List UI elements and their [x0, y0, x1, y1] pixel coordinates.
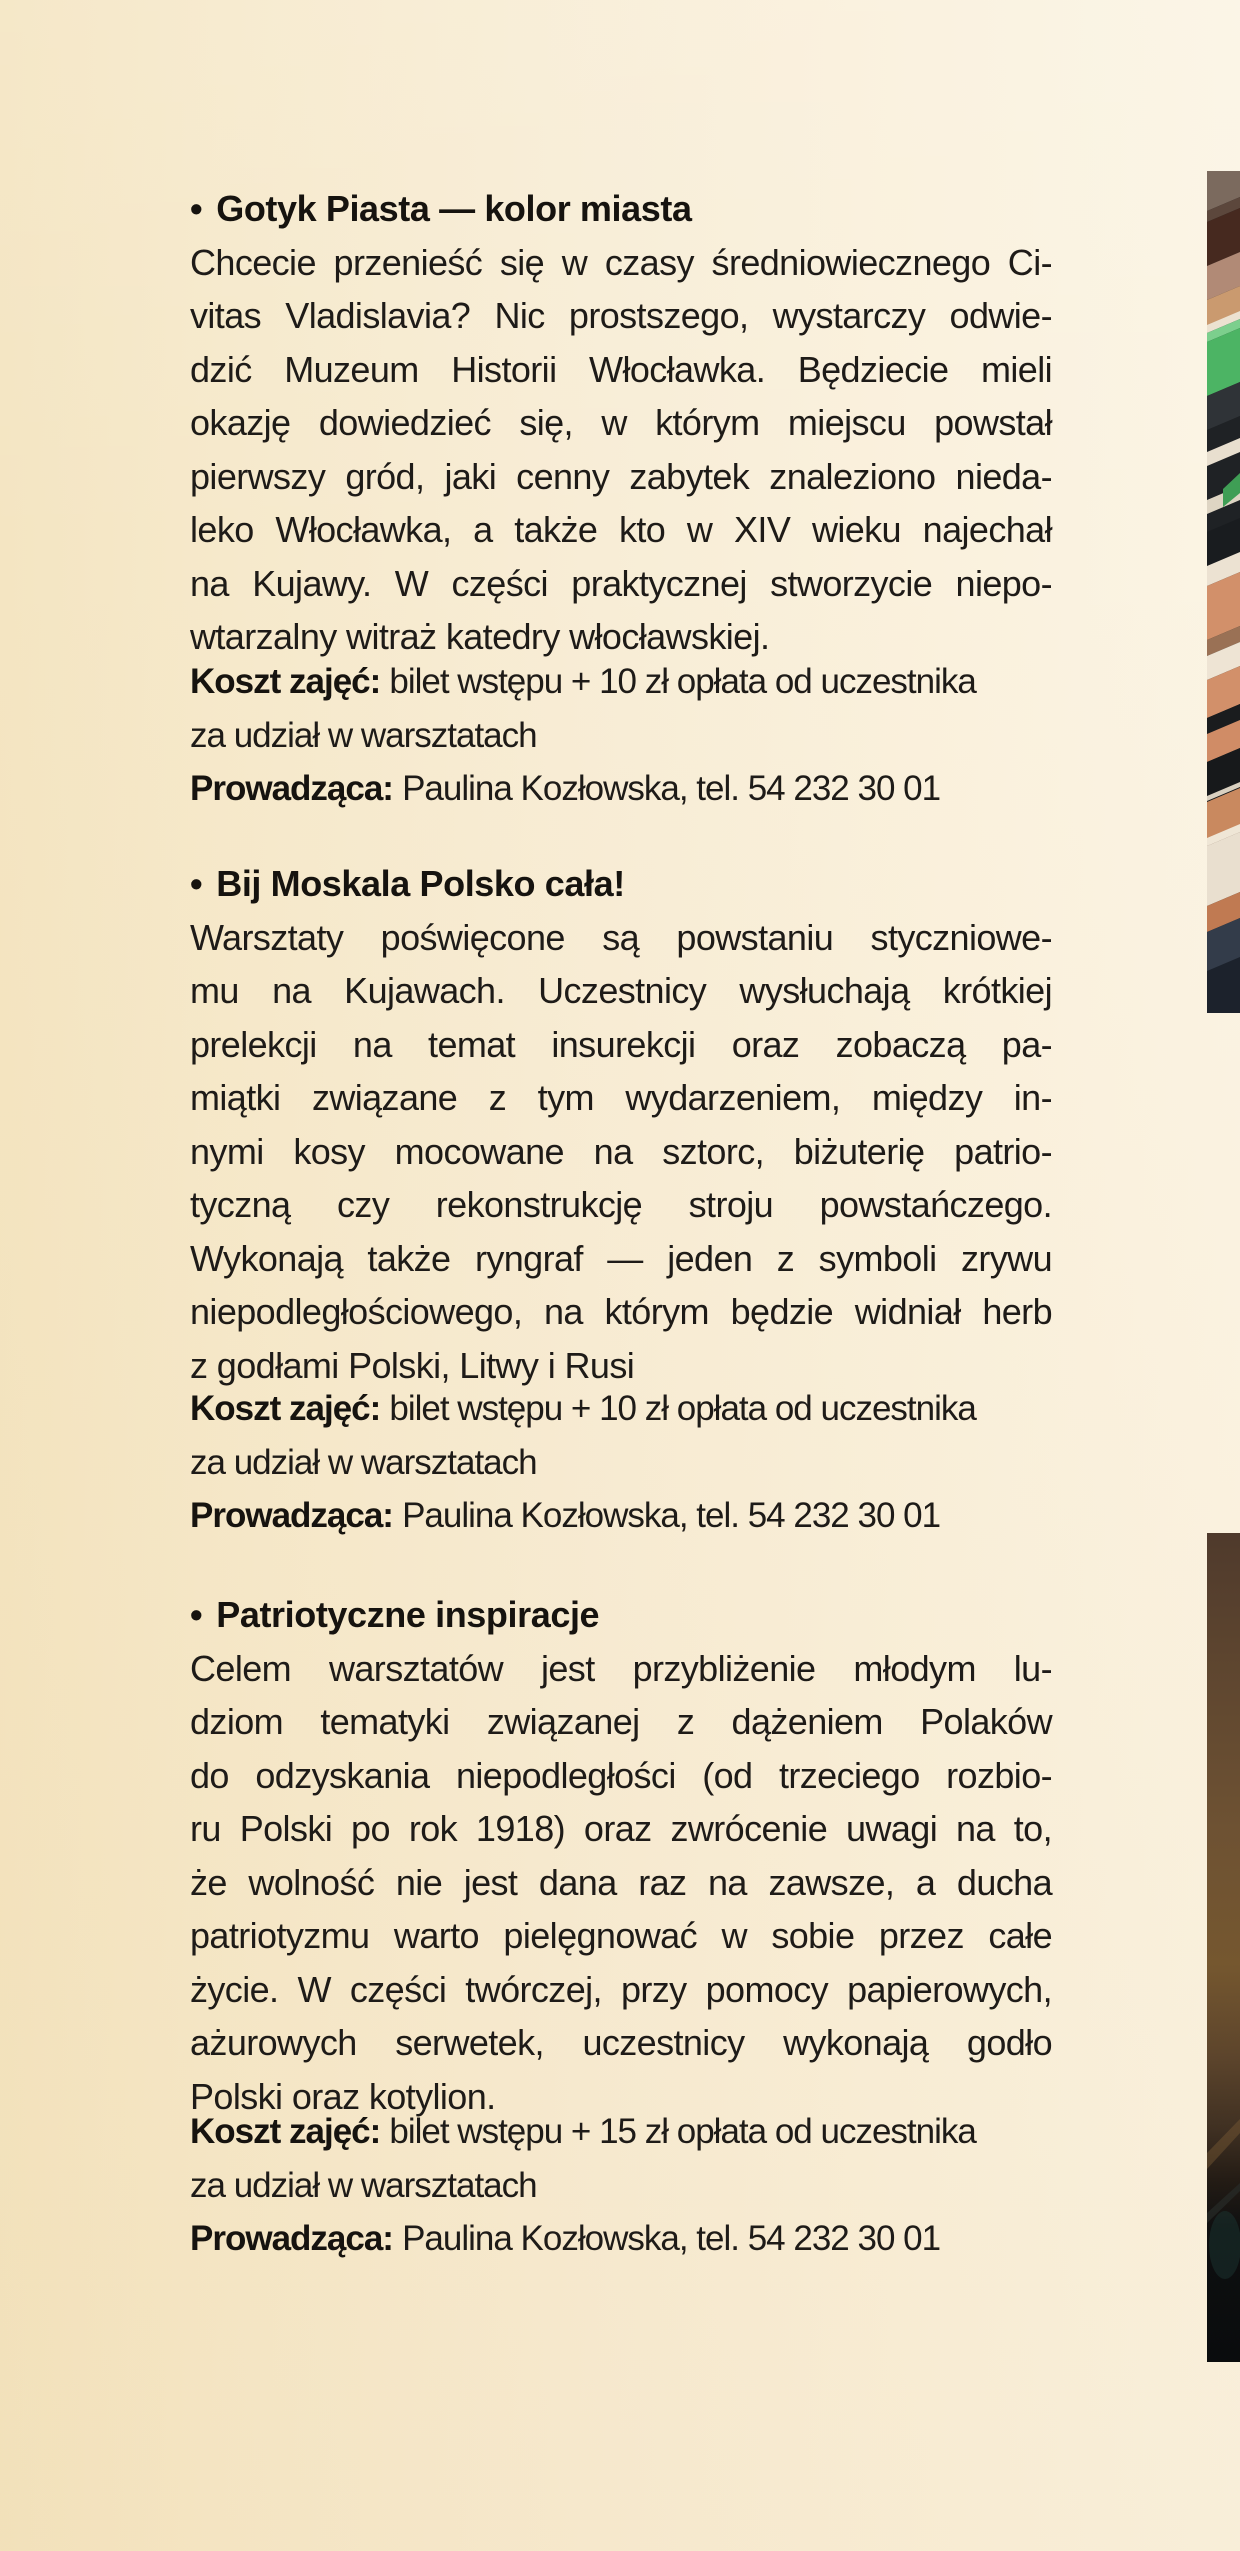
bullet-marker: • — [190, 188, 203, 229]
body-line: prelekcji na temat insurekcji oraz zobaczą pa- — [190, 1023, 1052, 1065]
leader-label: Prowadząca: — [190, 2219, 393, 2258]
cost-text: bilet wstępu + 10 zł opłata od uczestnika — [389, 662, 976, 701]
leader-label: Prowadząca: — [190, 769, 393, 808]
cost-line-2: za udział w warsztatach — [190, 2165, 537, 2205]
body-line: nymi kosy mocowane na sztorc, biżuterię patrio- — [190, 1130, 1052, 1172]
body-line: dzić Muzeum Historii Włocławka. Będziecie mieli — [190, 348, 1052, 390]
cost-line — [190, 2105, 1052, 2159]
leader-line — [190, 1489, 1052, 1543]
body-line: miątki związane z tym wydarzeniem, między in- — [190, 1077, 1052, 1118]
body-line: mu na Kujawach. Uczestnicy wysłuchają krótkiej — [190, 970, 1052, 1011]
craft-materials-photo-sliver — [1207, 171, 1240, 1013]
body-line: wtarzalny witraż katedry włocławskiej. — [190, 616, 770, 657]
wooden-table-photo-sliver — [1207, 1533, 1240, 2362]
cost-line — [190, 655, 1052, 709]
body-line: Wykonają także ryngraf — jeden z symboli zrywu — [190, 1237, 1052, 1279]
cost-label: Koszt zajęć: — [190, 2112, 381, 2151]
cost-label: Koszt zajęć: — [190, 1389, 381, 1428]
body-line: vitas Vladislavia? Nic prostszego, wystarczy odwie- — [190, 295, 1052, 336]
leader-text: Paulina Kozłowska, tel. 54 232 30 01 — [402, 1496, 941, 1535]
section-heading — [190, 1588, 1052, 1642]
body-line: życie. W części twórczej, przy pomocy papierowych, — [190, 1968, 1052, 2010]
body-line: pierwszy gród, jaki cenny zabytek znaleziono nieda- — [190, 455, 1052, 497]
body-line: Warsztaty poświęcone są powstaniu styczniowe- — [190, 916, 1052, 958]
section-body — [190, 911, 1052, 1393]
leader-label: Prowadząca: — [190, 1496, 393, 1535]
leader-text: Paulina Kozłowska, tel. 54 232 30 01 — [402, 2219, 941, 2258]
section-patriotyczne-inspiracje — [190, 1588, 1052, 2123]
craft-photo-graphic — [1207, 171, 1240, 1013]
cost-text: bilet wstępu + 15 zł opłata od uczestnika — [389, 2112, 976, 2151]
body-line: Chcecie przenieść się w czasy średniowiecznego Ci- — [190, 241, 1052, 283]
leader-line — [190, 2212, 1052, 2266]
body-line: patriotyzmu warto pielęgnować w sobie przez całe — [190, 1915, 1052, 1956]
body-line: Polski oraz kotylion. — [190, 2075, 496, 2117]
body-line: z godłami Polski, Litwy i Rusi — [190, 1344, 635, 1386]
cost-line-2: za udział w warsztatach — [190, 1442, 537, 1482]
leader-text: Paulina Kozłowska, tel. 54 232 30 01 — [402, 769, 941, 808]
body-line: do odzyskania niepodległości (od trzeciego rozbio- — [190, 1754, 1052, 1796]
body-line: Celem warsztatów jest przybliżenie młodym lu- — [190, 1647, 1052, 1689]
section-bij-moskala — [190, 857, 1052, 1392]
cost-line-2: za udział w warsztatach — [190, 715, 537, 755]
cost-line — [190, 1382, 1052, 1436]
body-line: leko Włocławka, a także kto w XIV wieku najechał — [190, 509, 1052, 550]
cost-block-bij-moskala — [190, 1382, 1052, 1543]
section-heading — [190, 182, 1052, 236]
section-title: Gotyk Piasta — kolor miasta — [216, 188, 692, 229]
leader-line — [190, 762, 1052, 816]
body-line: ażurowych serwetek, uczestnicy wykonają godło — [190, 2022, 1052, 2063]
cost-text: bilet wstępu + 10 zł opłata od uczestnika — [389, 1389, 976, 1428]
bullet-marker: • — [190, 1594, 203, 1635]
body-line: tyczną czy rekonstrukcję stroju powstańczego. — [190, 1184, 1052, 1225]
cost-label: Koszt zajęć: — [190, 662, 381, 701]
section-body — [190, 1642, 1052, 2124]
body-line: na Kujawy. W części praktycznej stworzycie niepo- — [190, 562, 1052, 604]
cost-block-patriotyczne — [190, 2105, 1052, 2266]
body-line: że wolność nie jest dana raz na zawsze, a ducha — [190, 1861, 1052, 1903]
body-line: niepodległościowego, na którym będzie widniał herb — [190, 1291, 1052, 1332]
wood-photo-graphic — [1207, 1533, 1240, 2362]
section-heading — [190, 857, 1052, 911]
cost-block-gotyk-piasta — [190, 655, 1052, 816]
section-title: Patriotyczne inspiracje — [216, 1594, 600, 1635]
bullet-marker: • — [190, 863, 203, 904]
section-body — [190, 236, 1052, 664]
body-line: dziom tematyki związanej z dążeniem Polaków — [190, 1701, 1052, 1742]
body-line: okazję dowiedzieć się, w którym miejscu powstał — [190, 402, 1052, 443]
section-gotyk-piasta — [190, 182, 1052, 664]
section-title: Bij Moskala Polsko cała! — [216, 863, 625, 904]
body-line: ru Polski po rok 1918) oraz zwrócenie uwagi na to, — [190, 1808, 1052, 1849]
